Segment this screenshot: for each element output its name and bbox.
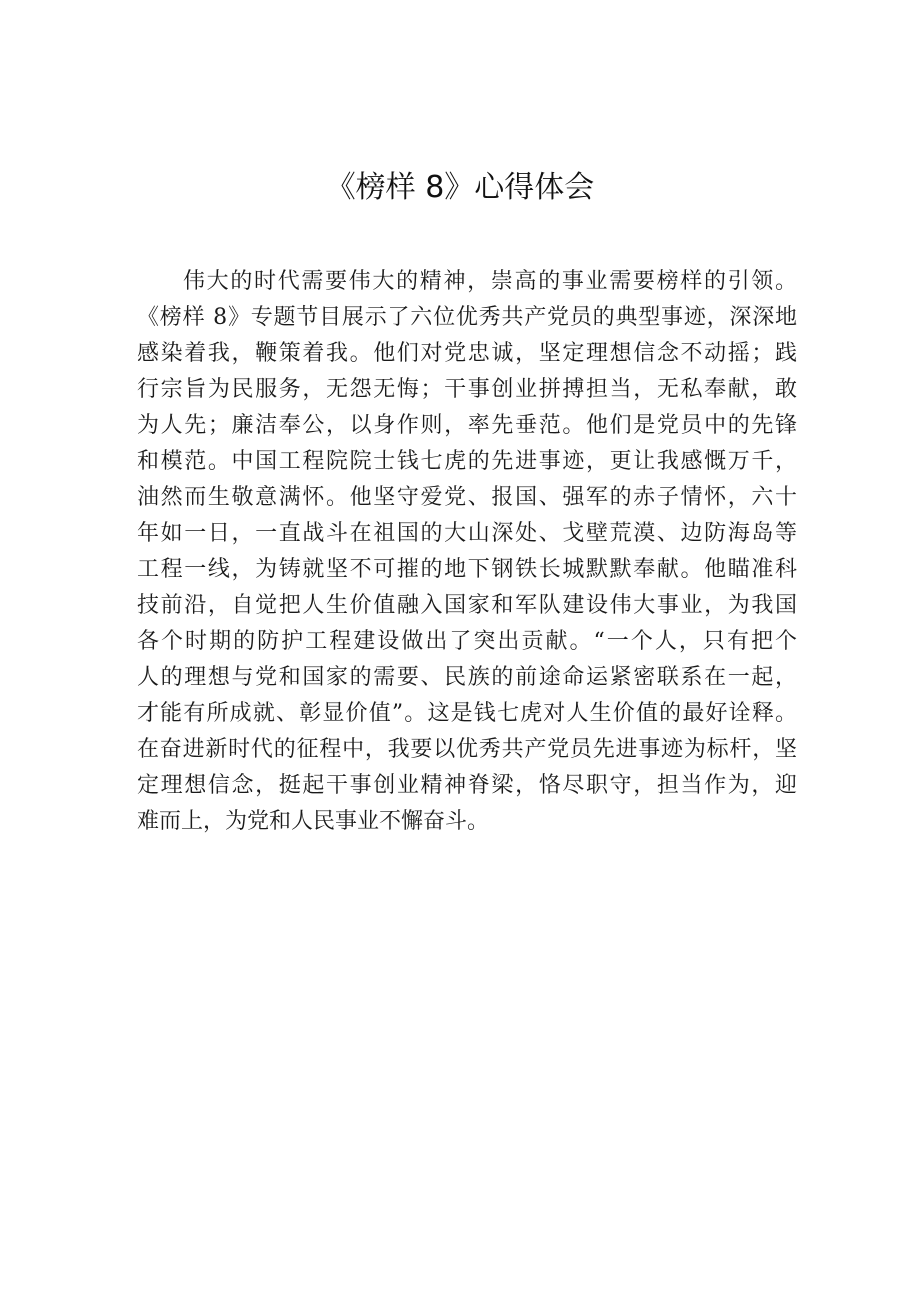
body-line-3: 感染着我，鞭策着我。他们对党忠诚，坚定理想信念不动摇；践 <box>137 341 797 366</box>
body-line-13: 才能有所成就、彰显价值”。这是钱七虎对人生价值的最好诠释。 <box>137 701 797 726</box>
body-line-8: 年如一日，一直战斗在祖国的大山深处、戈壁荒漠、边防海岛等 <box>137 521 797 546</box>
document-title: 《榜样 8》心得体会 <box>325 170 595 205</box>
body-line-11: 各个时期的防护工程建设做出了突出贡献。“一个人，只有把个 <box>137 629 797 654</box>
document-body <box>137 264 797 840</box>
body-line-5: 为人先；廉洁奉公，以身作则，率先垂范。他们是党员中的先锋 <box>137 413 797 438</box>
body-line-14: 在奋进新时代的征程中，我要以优秀共产党员先进事迹为标杆，坚 <box>137 737 797 762</box>
body-line-1: 伟大的时代需要伟大的精神，崇高的事业需要榜样的引领。 <box>183 269 797 294</box>
body-line-10: 技前沿，自觉把人生价值融入国家和军队建设伟大事业，为我国 <box>137 593 797 618</box>
body-line-7: 油然而生敬意满怀。他坚守爱党、报国、强军的赤子情怀，六十 <box>137 485 797 510</box>
body-line-2: 《榜样 8》专题节目展示了六位优秀共产党员的典型事迹，深深地 <box>137 305 797 330</box>
body-line-4: 行宗旨为民服务，无怨无悔；干事创业拼搏担当，无私奉献，敢 <box>137 377 797 402</box>
body-line-16: 难而上，为党和人民事业不懈奋斗。 <box>137 809 490 834</box>
body-line-12: 人的理想与党和国家的需要、民族的前途命运紧密联系在一起， <box>137 665 797 690</box>
body-line-9: 工程一线，为铸就坚不可摧的地下钢铁长城默默奉献。他瞄准科 <box>137 557 797 582</box>
body-line-6: 和模范。中国工程院院士钱七虎的先进事迹，更让我感慨万千， <box>137 449 797 474</box>
body-line-15: 定理想信念，挺起干事创业精神脊梁，恪尽职守，担当作为，迎 <box>137 773 797 798</box>
